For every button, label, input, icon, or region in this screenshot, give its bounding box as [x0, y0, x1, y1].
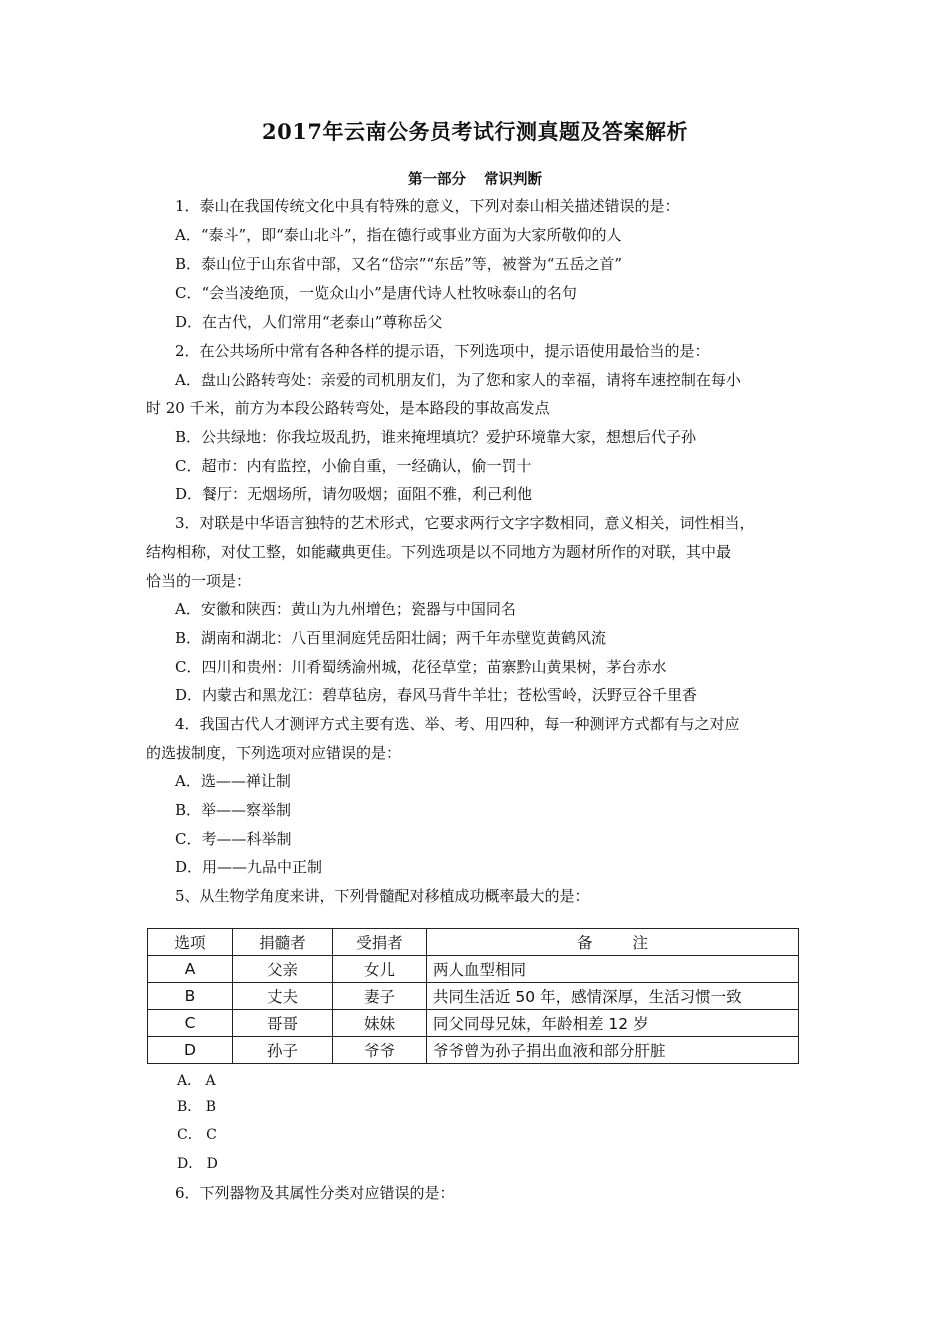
header-note-part2: 注	[632, 934, 649, 952]
header-recipient: 受捐者	[333, 929, 427, 956]
q4-stem-line1: 4．我国古代人才测评方式主要有选、举、考、用四种，每一种测评方式都有与之对应	[175, 715, 740, 733]
cell-donor: 孙子	[233, 1037, 333, 1064]
cell-recipient: 妻子	[333, 983, 427, 1010]
section-name: 常识判断	[484, 171, 542, 188]
cell-donor: 父亲	[233, 956, 333, 983]
header-note	[427, 929, 799, 956]
table-row	[148, 983, 799, 1010]
q3-stem-line2: 结构相称，对仗工整，如能藏典更佳。下列选项是以不同地方为题材所作的对联，其中最	[146, 543, 732, 561]
q3-option-a: A．安徽和陕西：黄山为九州增色；瓷器与中国同名	[175, 600, 516, 618]
q5-option-c: C． C	[177, 1127, 217, 1143]
q5-option-d: D． D	[177, 1156, 218, 1172]
header-note-part1: 备	[576, 934, 593, 952]
q1-option-c: C．“会当凌绝顶，一览众山小”是唐代诗人杜牧咏泰山的名句	[175, 284, 577, 302]
q3-option-b: B．湖南和湖北：八百里洞庭凭岳阳壮阔；两千年赤壁览黄鹤风流	[175, 629, 607, 647]
document-title: 2017年云南公务员考试行测真题及答案解析	[262, 119, 688, 144]
table-row	[148, 956, 799, 983]
q3-stem-line1: 3．对联是中华语言独特的艺术形式，它要求两行文字字数相同，意义相关，词性相当，	[175, 514, 755, 532]
q1-option-b: B．泰山位于山东省中部，又名“岱宗”“东岳”等，被誉为“五岳之首”	[175, 255, 623, 273]
q3-option-d: D．内蒙古和黑龙江：碧草毡房，春风马背牛羊壮；苍松雪岭，沃野豆谷千里香	[175, 686, 698, 704]
q2-stem: 2．在公共场所中常有各种各样的提示语，下列选项中，提示语使用最恰当的是：	[175, 342, 710, 360]
q3-stem-line3: 恰当的一项是：	[146, 572, 252, 590]
table-row	[148, 1037, 799, 1064]
section-heading	[0, 168, 950, 189]
header-option: 选项	[148, 929, 233, 956]
header-donor: 捐髓者	[233, 929, 333, 956]
cell-donor: 哥哥	[233, 1010, 333, 1037]
cell-note: 两人血型相同	[427, 956, 799, 983]
q5-option-a: A． A	[177, 1073, 216, 1089]
q1-option-d: D．在古代，人们常用“老泰山”尊称岳父	[175, 313, 443, 331]
q2-option-a-line2: 时 20 千米，前方为本段公路转弯处，是本路段的事故高发点	[146, 399, 550, 417]
q2-option-b: B．公共绿地：你我垃圾乱扔，谁来掩埋填坑？爱护环境靠大家，想想后代子孙	[175, 428, 697, 446]
q4-option-b: B．举——察举制	[175, 801, 292, 819]
q1-option-a: A．“泰斗”，即“泰山北斗”，指在德行或事业方面为大家所敬仰的人	[175, 226, 622, 244]
q4-option-a: A．选——禅让制	[175, 772, 291, 790]
bone-marrow-table	[147, 928, 799, 1064]
q4-option-c: C．考——科举制	[175, 830, 292, 848]
cell-recipient: 女儿	[333, 956, 427, 983]
cell-recipient: 爷爷	[333, 1037, 427, 1064]
q4-stem-line2: 的选拔制度，下列选项对应错误的是：	[146, 744, 402, 762]
table-header-row	[148, 929, 799, 956]
q6-stem: 6．下列器物及其属性分类对应错误的是：	[175, 1184, 455, 1202]
q5-stem: 5、从生物学角度来讲，下列骨髓配对移植成功概率最大的是：	[175, 887, 590, 905]
cell-donor: 丈夫	[233, 983, 333, 1010]
q2-option-c: C．超市：内有监控，小偷自重，一经确认，偷一罚十	[175, 457, 532, 475]
table-row	[148, 1010, 799, 1037]
cell-option: D	[148, 1037, 233, 1064]
q5-option-b: B． B	[177, 1099, 217, 1115]
cell-option: B	[148, 983, 233, 1010]
cell-recipient: 妹妹	[333, 1010, 427, 1037]
section-part: 第一部分	[408, 171, 466, 188]
cell-option: A	[148, 956, 233, 983]
q2-option-d: D．餐厅：无烟场所，请勿吸烟；面阻不雅，利己利他	[175, 485, 533, 503]
cell-option: C	[148, 1010, 233, 1037]
cell-note: 同父同母兄妹，年龄相差 12 岁	[427, 1010, 799, 1037]
cell-note: 爷爷曾为孙子捐出血液和部分肝脏	[427, 1037, 799, 1064]
q4-option-d: D．用——九品中正制	[175, 858, 323, 876]
q1-stem: 1．泰山在我国传统文化中具有特殊的意义，下列对泰山相关描述错误的是：	[175, 197, 680, 215]
cell-note: 共同生活近 50 年，感情深厚，生活习惯一致	[427, 983, 799, 1010]
q2-option-a-line1: A．盘山公路转弯处：亲爱的司机朋友们，为了您和家人的幸福，请将车速控制在每小	[175, 371, 741, 389]
q3-option-c: C．四川和贵州：川肴蜀绣渝州城，花径草堂；苗寨黔山黄果树，茅台赤水	[175, 658, 667, 676]
